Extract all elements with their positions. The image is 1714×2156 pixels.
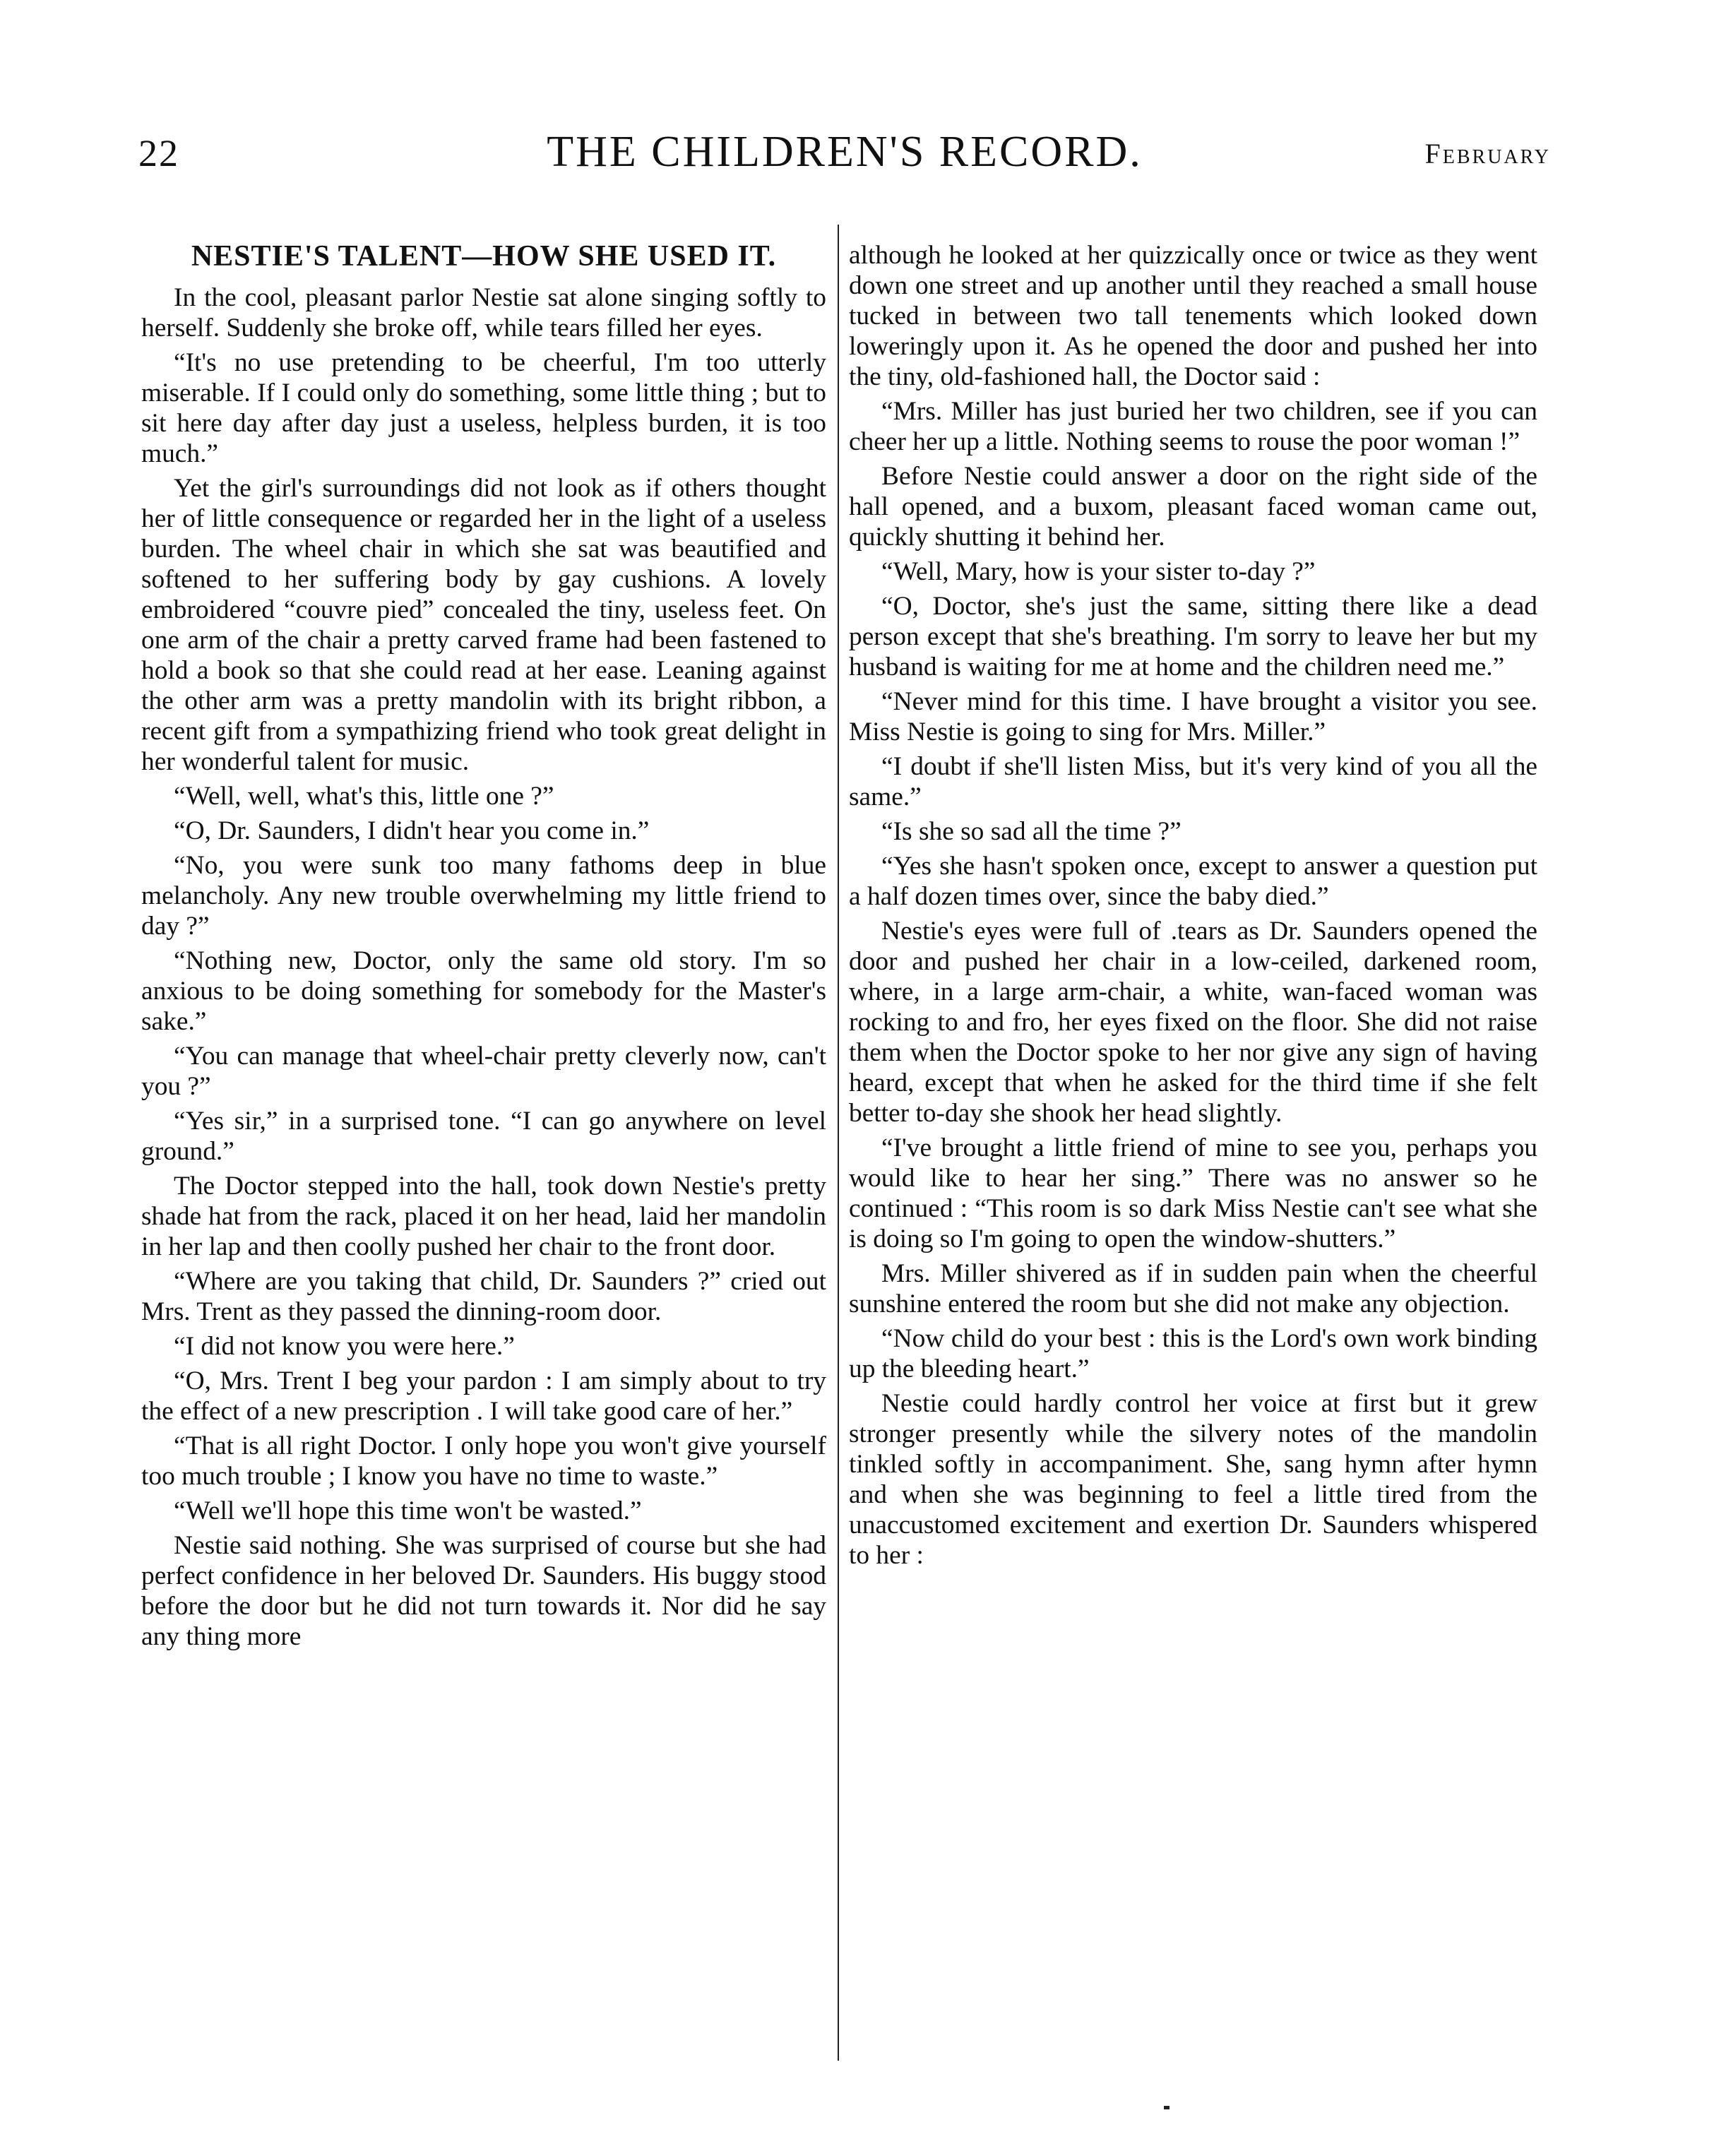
paragraph: “I've brought a little friend of mine to see you, perhaps you would like to hear her sing.” There was no answer so he continued : “This room is so dark Miss Nestie can't see what she is doing so I'm going to open the window-shutters.” [849, 1133, 1537, 1253]
paragraph: “I did not know you were here.” [174, 1332, 515, 1361]
paragraph: In the cool, pleasant parlor Nestie sat alone singing softly to herself. Suddenly she broke off, while tears filled her eyes. [141, 283, 826, 343]
paragraph: “Yes sir,” in a surprised tone. “I can go anywhere on level ground.” [141, 1107, 826, 1166]
paragraph: “Well, well, what's this, little one ?” [174, 782, 554, 811]
paragraph: “Now child do your best : this is the Lord's own work binding up the bleeding heart.” [849, 1324, 1537, 1383]
paragraph: Yet the girl's surroundings did not look as if others thought her of little consequence or regarded her in the light of a useless burden. The wheel chair in which she sat was beautified and softened to her suffering body by gay cushions. A lovely embroidered “couvre pied” concealed the tiny, useless feet. On one arm of the chair a pretty carved frame had been fastened to hold a book so that she could read at her ease. Leaning against the other arm was a pretty mandolin with its bright ribbon, a recent gift from a sympathizing friend who took great delight in her wonderful talent for music. [141, 474, 826, 776]
issue-month: February [1424, 138, 1551, 169]
paragraph: Mrs. Miller shivered as if in sudden pain when the cheerful sunshine entered the room but she did not make any objection. [849, 1259, 1537, 1318]
paragraph: “That is all right Doctor. I only hope you won't give yourself too much trouble ; I know you have no time to waste.” [141, 1431, 826, 1491]
paragraph: “Is she so sad all the time ?” [881, 817, 1182, 846]
paragraph: “O, Dr. Saunders, I didn't hear you come in.” [174, 816, 650, 845]
left-column [141, 240, 826, 2090]
paragraph: “Mrs. Miller has just buried her two children, see if you can cheer her up a little. Nothing seems to rouse the poor woman !” [849, 397, 1537, 456]
page-header [138, 127, 1551, 191]
paragraph: Nestie said nothing. She was surprised of course but she had perfect confidence in her beloved Dr. Saunders. His buggy stood before the door but he did not turn towards it. Nor did he say any thing more [141, 1531, 826, 1651]
article-title: NESTIE'S TALENT—HOW SHE USED IT. [191, 240, 777, 273]
paragraph: “You can manage that wheel-chair pretty cleverly now, can't you ?” [141, 1042, 826, 1101]
paragraph: “Yes she hasn't spoken once, except to answer a question put a half dozen times over, since the baby died.” [849, 852, 1537, 911]
paragraph: The Doctor stepped into the hall, took down Nestie's pretty shade hat from the rack, placed it on her head, laid her mandolin in her lap and then coolly pushed her chair to the front door. [141, 1172, 826, 1261]
journal-title: THE CHILDREN'S RECORD. [547, 128, 1143, 176]
page-number: 22 [138, 132, 179, 174]
paragraph: “Never mind for this time. I have brought a visitor you see. Miss Nestie is going to sing for Mrs. Miller.” [849, 687, 1537, 746]
paragraph: Nestie's eyes were full of .tears as Dr. Saunders opened the door and pushed her chair in a low-ceiled, darkened room, where, in a large arm-chair, a white, wan-faced woman was rocking to and fro, her eyes fixed on the floor. She did not raise them when the Doctor spoke to her nor give any sign of having heard, except that when he asked for the third time if she felt better to-day she shook her head slightly. [849, 917, 1537, 1128]
print-mark [1164, 2106, 1170, 2109]
right-column [849, 240, 1537, 2090]
paragraph: “Nothing new, Doctor, only the same old story. I'm so anxious to be doing something for somebody for the Master's sake.” [141, 946, 826, 1036]
paragraph: “I doubt if she'll listen Miss, but it's very kind of you all the same.” [849, 752, 1537, 811]
paragraph: “O, Doctor, she's just the same, sitting there like a dead person except that she's breathing. I'm sorry to leave her but my husband is waiting for me at home and the children need me.” [849, 592, 1537, 681]
paragraph: Before Nestie could answer a door on the right side of the hall opened, and a buxom, pleasant faced woman came out, quickly shutting it behind her. [849, 462, 1537, 552]
paragraph: “Well we'll hope this time won't be wasted.” [174, 1496, 642, 1525]
paragraph: Nestie could hardly control her voice at first but it grew stronger presently while the silvery notes of the mandolin tinkled softly in accompaniment. She, sang hymn after hymn and when she was beginning to feel a little tired from the unaccustomed excitement and exertion Dr. Saunders whispered to her : [849, 1389, 1537, 1570]
paragraph: “No, you were sunk too many fathoms deep in blue melancholy. Any new trouble overwhelming my little friend to day ?” [141, 851, 826, 941]
paragraph: “It's no use pretending to be cheerful, I'm too utterly miserable. If I could only do something, some little thing ; but to sit here day after day just a useless, helpless burden, it is too much.” [141, 348, 826, 468]
paragraph: “Where are you taking that child, Dr. Saunders ?” cried out Mrs. Trent as they passed the dinning-room door. [141, 1267, 826, 1326]
paragraph: although he looked at her quizzically once or twice as they went down one street and up another until they reached a small house tucked in between two tall tenements which looked down loweringly upon it. As he opened the door and pushed her into the tiny, old-fashioned hall, the Doctor said : [849, 241, 1537, 391]
paragraph: “Well, Mary, how is your sister to-day ?” [881, 557, 1316, 586]
column-divider [838, 225, 839, 2061]
paragraph: “O, Mrs. Trent I beg your pardon : I am simply about to try the effect of a new prescription . I will take good care of her.” [141, 1366, 826, 1426]
